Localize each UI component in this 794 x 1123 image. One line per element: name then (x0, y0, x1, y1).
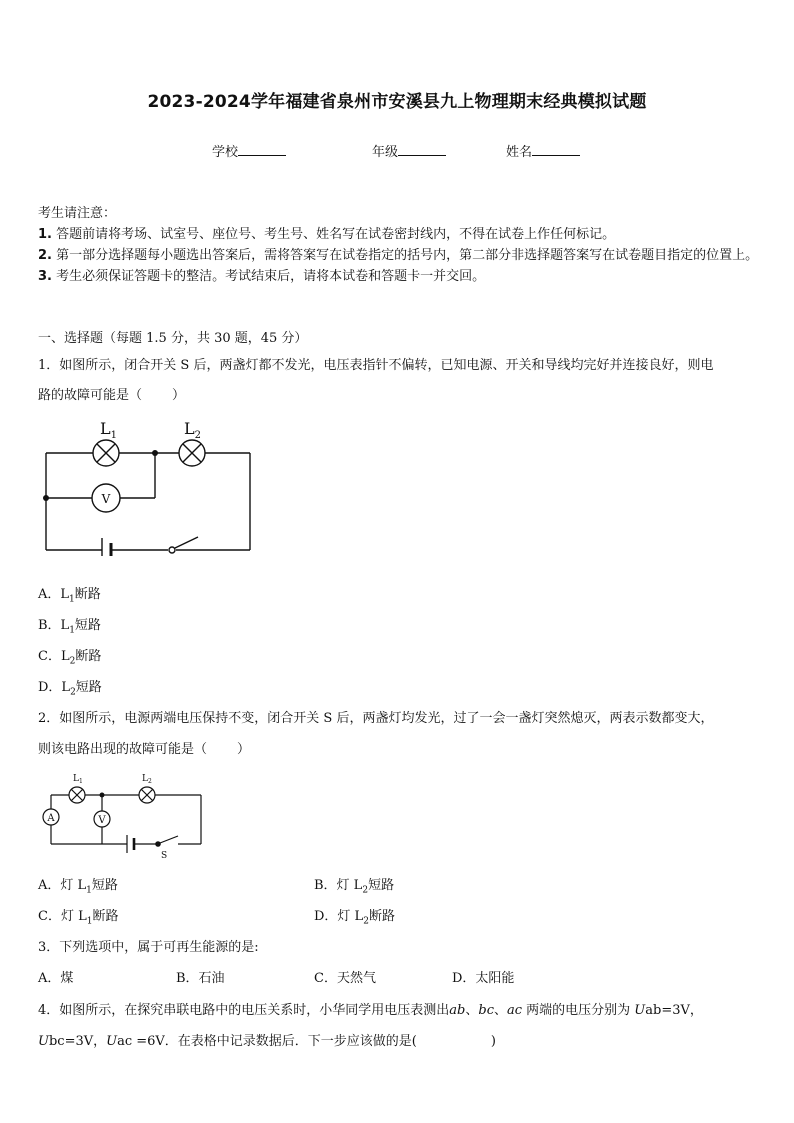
q3-stem: 3．下列选项中，属于可再生能源的是: (38, 940, 259, 955)
q1-circuit-diagram (38, 416, 268, 556)
battery-icon (102, 538, 111, 556)
q2-stem-line1: 2．如图所示，电源两端电压保持不变，闭合开关 S 后，两盏灯均发光，过了一会一盏灯突然熄灭，两表示数都变大， (38, 711, 714, 726)
name-field (506, 141, 580, 160)
q4-stem-line2: Ubc=3V，Uac =6V．在表格中记录数据后．下一步应该做的是( ) (38, 1034, 496, 1049)
q3-option-c[interactable]: C．天然气 (314, 971, 376, 986)
junction-dot (43, 495, 49, 501)
voltmeter-icon (92, 484, 120, 512)
q1-option-b[interactable]: B．$L_1$短路 (38, 618, 101, 636)
q2-stem-line2: 则该电路出现的故障可能是（ ） (38, 742, 251, 757)
q1-option-a[interactable]: A．$L_1$断路 (38, 587, 101, 605)
q2-switch-label: S (161, 851, 168, 861)
q1-option-d[interactable]: D．$L_2$短路 (38, 680, 102, 698)
q2-option-d[interactable]: D．灯 $L_2$断路 (314, 909, 395, 927)
school-label: 学校 (212, 145, 239, 160)
name-label: 姓名 (506, 145, 533, 160)
q2-ammeter-label: A (47, 813, 55, 824)
lamp-l2-icon (179, 440, 205, 466)
grade-blank[interactable] (398, 143, 446, 156)
q3-option-d[interactable]: D．太阳能 (452, 971, 515, 986)
q2-option-a[interactable]: A．灯 $L_1$短路 (38, 878, 118, 896)
voltmeter-icon (94, 811, 110, 827)
q1-stem-line2: 路的故障可能是（ ） (38, 388, 186, 403)
q1-voltmeter-label: V (101, 492, 111, 506)
notice-heading: 考生请注意： (38, 206, 117, 221)
q2-circuit-diagram (36, 766, 216, 861)
notice-block (38, 203, 760, 287)
page-title: 2023-2024学年福建省泉州市安溪县九上物理期末经典模拟试题 (147, 92, 647, 112)
q1-stem-line1: 1．如图所示，闭合开关 S 后，两盏灯都不发光，电压表指针不偏转，已知电源、开关和导线均完好并连接良好，则电 (38, 358, 714, 373)
q2-option-b[interactable]: B．灯 $L_2$短路 (314, 878, 395, 896)
notice-item-2: 2. 第一部分选择题每小题选出答案后，需将答案写在试卷指定的括号内，第二部分非选择题答案写在试卷题目指定的位置上。 (38, 248, 759, 263)
q3-option-b[interactable]: B．石油 (176, 971, 225, 986)
school-field (212, 141, 286, 160)
q2-voltmeter-label: V (98, 815, 106, 826)
name-blank[interactable] (532, 143, 580, 156)
junction-dot (100, 793, 105, 798)
q1-l2-label: $L_2$ (184, 419, 201, 441)
lamp-l1-icon (69, 787, 85, 803)
q2-option-c[interactable]: C．灯 $L_1$断路 (38, 909, 119, 927)
q2-l1-label: $L_1$ (73, 774, 83, 785)
lamp-l2-icon (139, 787, 155, 803)
ammeter-icon (43, 809, 59, 825)
section-title: 一、选择题（每题 1.5 分，共 30 题，45 分） (38, 331, 308, 346)
grade-label: 年级 (372, 145, 399, 160)
q3-option-a[interactable]: A．煤 (38, 971, 74, 986)
battery-icon (127, 835, 134, 853)
q4-stem-line1: 4．如图所示，在探究串联电路中的电压关系时，小华同学用电压表测出ab、bc、ac 两端的电压分别为 Uab=3V， (38, 1003, 703, 1018)
q1-option-c[interactable]: C．$L_2$断路 (38, 649, 102, 667)
school-blank[interactable] (238, 143, 286, 156)
lamp-l1-icon (93, 440, 119, 466)
q1-l1-label: $L_1$ (100, 419, 117, 441)
notice-item-1: 1. 答题前请将考场、试室号、座位号、考生号、姓名写在试卷密封线内，不得在试卷上作任何标记。 (38, 227, 616, 242)
notice-item-3: 3. 考生必须保证答题卡的整洁。考试结束后，请将本试卷和答题卡一并交回。 (38, 269, 486, 284)
junction-dot (152, 450, 158, 456)
grade-field (372, 141, 446, 160)
q2-l2-label: $L_2$ (142, 774, 152, 785)
switch-icon (156, 836, 178, 846)
